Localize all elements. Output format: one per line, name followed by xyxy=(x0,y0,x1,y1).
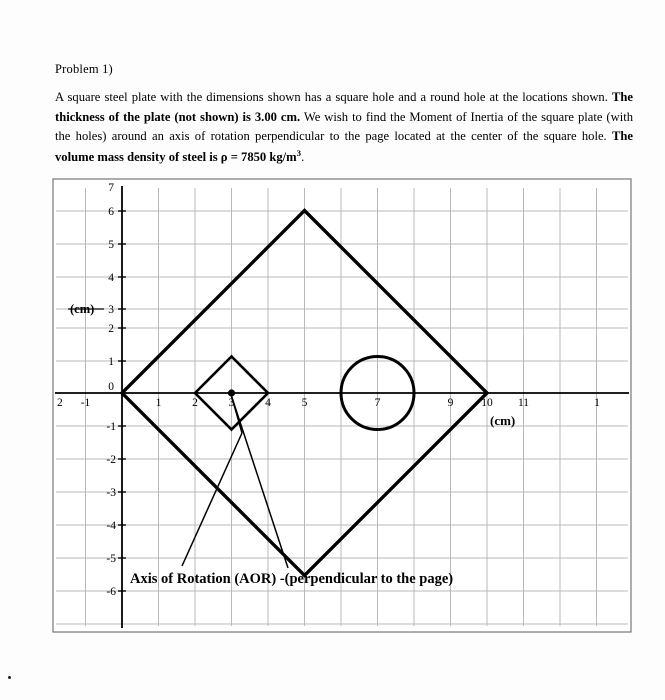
x-tick-3: 3 xyxy=(228,397,235,409)
y-tick-0: 0 xyxy=(108,381,114,393)
y-tick-neg1: -1 xyxy=(106,421,116,433)
axis-of-rotation-point xyxy=(228,389,235,396)
y-tick-4: 4 xyxy=(108,272,114,284)
y-tick-1: 1 xyxy=(108,356,114,368)
y-tick-5: 5 xyxy=(108,239,114,251)
x-tick-a: 2 xyxy=(57,397,63,409)
y-tick-2: 2 xyxy=(108,323,114,335)
y-tick-6: 6 xyxy=(108,206,114,218)
x-tick-1: 1 xyxy=(155,397,162,409)
y-tick-7: 7 xyxy=(108,182,114,194)
y-tick-neg5: -5 xyxy=(106,553,116,565)
page-artifact-dot xyxy=(8,676,11,679)
y-tick-neg2: -2 xyxy=(106,454,116,466)
statement-line-1: A square steel plate with the dimensions shown has a square hole and a round hole at the locations shown. xyxy=(55,90,608,104)
y-tick-neg3: -3 xyxy=(106,487,116,499)
statement-density-bold: The volume mass density of steel is ρ = 7850 kg/m xyxy=(55,129,633,164)
x-tick-10: 10 xyxy=(481,397,493,409)
statement-line-2: We wish to find the Moment of Inertia of the square plate (with the holes) around an axis of rotation perpendicular to the page located at the center of the square hole. xyxy=(55,109,634,144)
x-tick-b: 1 xyxy=(594,397,600,409)
y-tick-neg6: -6 xyxy=(106,586,116,598)
x-tick-5: 5 xyxy=(301,397,308,409)
density-exponent: 3 xyxy=(296,147,302,158)
x-tick-11: 11 xyxy=(517,397,530,409)
y-axis-label: (cm) xyxy=(70,302,95,316)
x-tick-7: 7 xyxy=(374,397,381,409)
statement-thickness-bold: The thickness of the plate (not shown) is 3.00 cm. xyxy=(55,90,633,124)
x-tick-neg1: -1 xyxy=(80,397,91,409)
problem-label: Problem 1) xyxy=(55,62,113,76)
problem-statement xyxy=(55,88,633,167)
x-axis-label: (cm) xyxy=(490,413,516,428)
x-tick-2: 2 xyxy=(192,397,198,409)
x-tick-4: 4 xyxy=(265,397,271,409)
figure-graph xyxy=(52,178,632,633)
figure-caption: Axis of Rotation (AOR) -(perpendicular to the page) xyxy=(130,571,454,587)
statement-period: . xyxy=(301,149,305,164)
x-tick-9: 9 xyxy=(447,397,454,409)
y-tick-3: 3 xyxy=(108,304,114,316)
y-tick-neg4: -4 xyxy=(106,520,116,532)
